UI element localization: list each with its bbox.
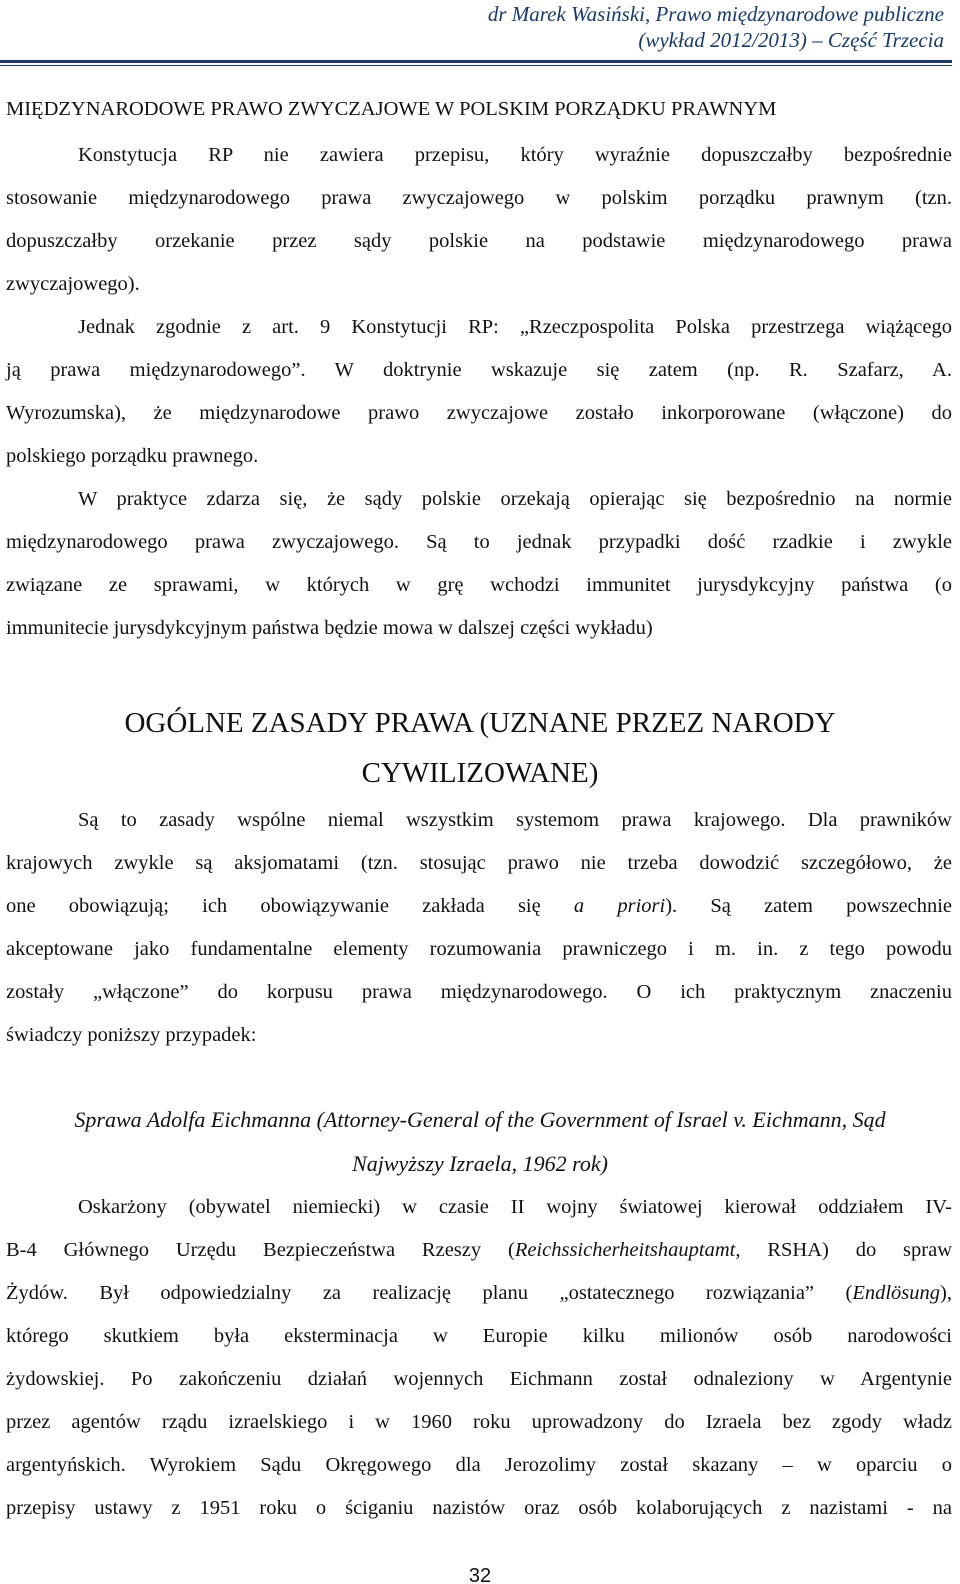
paragraph-line: przez agentów rządu izraelskiego i w 1960 roku uprowadzony do Izraela bez zgody władz (6, 1411, 952, 1433)
paragraph-line: międzynarodowego prawa zwyczajowego. Są to jednak przypadki dość rzadkie i zwykle (6, 531, 952, 553)
page-number: 32 (468, 1568, 492, 1584)
paragraph-line: żydowskiej. Po zakończeniu działań wojennych Eichmann został odnaleziony w Argentynie (6, 1368, 952, 1390)
paragraph-line: Konstytucja RP nie zawiera przepisu, który wyraźnie dopuszczałby bezpośrednie (78, 144, 952, 166)
text-span: , RSHA) do spraw (735, 1239, 953, 1261)
paragraph-line: stosowanie międzynarodowego prawa zwyczajowego w polskim porządku prawnym (tzn. (6, 187, 952, 209)
paragraph-line: dopuszczałby orzekanie przez sądy polskie na podstawie międzynarodowego prawa (6, 230, 952, 252)
section-heading-customary-law: MIĘDZYNARODOWE PRAWO ZWYCZAJOWE W POLSKIM PORZĄDKU PRAWNYM (6, 98, 777, 120)
header-lecture-part: (wykład 2012/2013) – Część Trzecia (638, 28, 944, 52)
case-title-cont: Najwyższy Izraela, 1962 rok) (352, 1151, 608, 1176)
italic-term-endlosung: Endlösung (852, 1282, 941, 1304)
paragraph-line: zostały „włączone” do korpusu prawa międzynarodowego. O ich praktycznym znaczeniu (6, 981, 952, 1003)
section-title-general-principles: OGÓLNE ZASADY PRAWA (UZNANE PRZEZ NARODY (124, 707, 836, 739)
paragraph-line: którego skutkiem była eksterminacja w Europie kilku milionów osób narodowości (6, 1325, 952, 1347)
paragraph-line: Oskarżony (obywatel niemiecki) w czasie II wojny światowej kierował oddziałem IV- (78, 1196, 952, 1218)
paragraph-line: immunitecie jurysdykcyjnym państwa będzie mowa w dalszej części wykładu) (6, 617, 653, 639)
italic-term-a-priori: a priori (573, 895, 666, 917)
text-span: B-4 Głównego Urzędu Bezpieczeństwa Rzeszy ( (6, 1239, 515, 1261)
paragraph-line: związane ze sprawami, w których w grę wchodzi immunitet jurysdykcyjny państwa (o (6, 574, 952, 596)
section-title-general-principles-cont: CYWILIZOWANE) (361, 757, 599, 789)
case-title: Sprawa Adolfa Eichmanna (Attorney-General of the Government of Israel v. Eichmann, Sąd (74, 1107, 886, 1132)
paragraph-line: ją prawa międzynarodowego”. W doktrynie wskazuje się zatem (np. R. Szafarz, A. (6, 359, 952, 381)
paragraph-line: Jednak zgodnie z art. 9 Konstytucji RP: „Rzeczpospolita Polska przestrzega wiążącego (78, 316, 952, 338)
header-author-title: dr Marek Wasiński, Prawo międzynarodowe publiczne (487, 2, 944, 26)
text-span: one obowiązują; ich obowiązywanie zakłada się (6, 895, 574, 917)
paragraph-line: W praktyce zdarza się, że sądy polskie orzekają opierając się bezpośrednio na normie (78, 488, 952, 510)
paragraph-line: argentyńskich. Wyrokiem Sądu Okręgowego dla Jerozolimy został skazany – w oparciu o (6, 1454, 952, 1476)
paragraph-line-a-priori (6, 889, 952, 923)
text-span: ). Są zatem powszechnie (665, 895, 953, 917)
header-rule-thick (0, 60, 952, 63)
paragraph-line: polskiego porządku prawnego. (6, 445, 259, 467)
paragraph-line-rsha (6, 1233, 952, 1267)
paragraph-line: Są to zasady wspólne niemal wszystkim systemom prawa krajowego. Dla prawników (78, 809, 952, 831)
text-span: Żydów. Był odpowiedzialny za realizację planu „ostatecznego rozwiązania” ( (6, 1282, 853, 1304)
paragraph-line: akceptowane jako fundamentalne elementy rozumowania prawniczego i m. in. z tego powodu (6, 938, 952, 960)
paragraph-line: zwyczajowego). (6, 273, 140, 295)
header-rule-thin (0, 65, 952, 66)
text-span: ), (940, 1282, 952, 1304)
paragraph-line: Wyrozumska), że międzynarodowe prawo zwyczajowe zostało inkorporowane (włączone) do (6, 402, 952, 424)
paragraph-line: świadczy poniższy przypadek: (6, 1024, 257, 1046)
paragraph-line: krajowych zwykle są aksjomatami (tzn. stosując prawo nie trzeba dowodzić szczegółowo, że (6, 852, 952, 874)
italic-term-rsha: Reichssicherheitshauptamt (514, 1239, 736, 1261)
paragraph-line-endlosung (6, 1276, 952, 1310)
paragraph-line: przepisy ustawy z 1951 roku o ściganiu nazistów oraz osób kolaborujących z nazistami - na (6, 1497, 952, 1519)
